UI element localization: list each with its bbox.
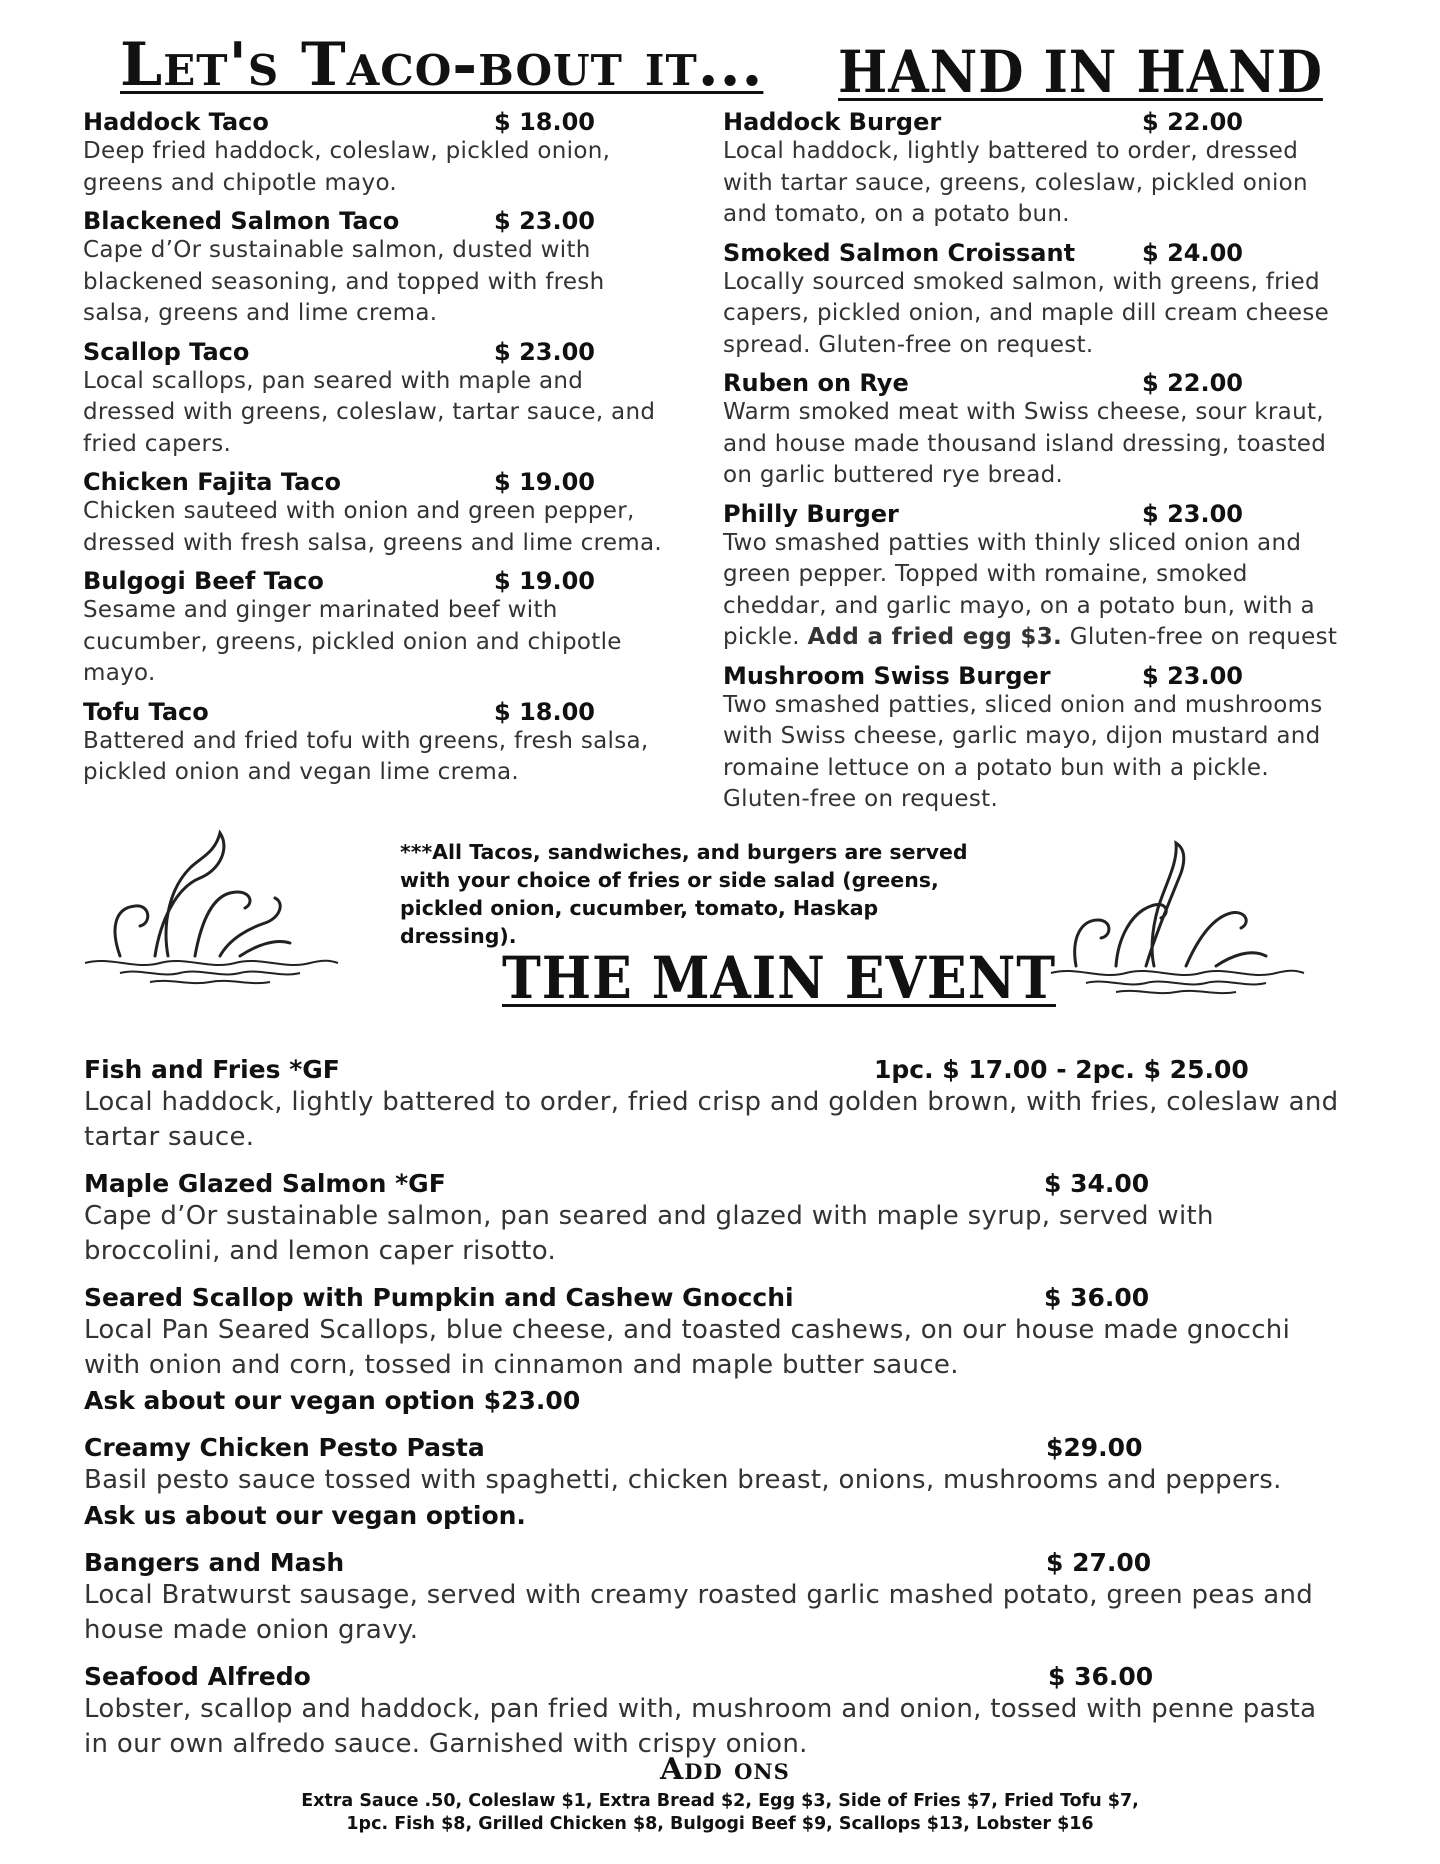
kraken-tentacles-icon bbox=[80, 828, 340, 988]
item-price: $ 23.00 bbox=[1142, 661, 1243, 690]
item-description bbox=[723, 528, 1343, 654]
item-name: Fish and Fries *GF bbox=[84, 1055, 340, 1084]
vegan-option-note: Ask about our vegan option $23.00 bbox=[84, 1386, 581, 1415]
menu-item bbox=[83, 567, 673, 690]
hand-in-hand-section-title: HAND IN HAND bbox=[838, 38, 1323, 106]
vegan-option-note: Ask us about our vegan option. bbox=[84, 1501, 526, 1530]
item-price: $ 19.00 bbox=[494, 468, 595, 496]
item-name: Haddock Burger bbox=[723, 108, 942, 136]
item-price: $ 36.00 bbox=[1044, 1283, 1150, 1312]
menu-item bbox=[83, 468, 673, 559]
tacos-section-title: Let's Taco-bout it... bbox=[120, 30, 764, 100]
item-name: Bulgogi Beef Taco bbox=[83, 567, 324, 595]
item-name: Chicken Fajita Taco bbox=[83, 468, 342, 496]
kraken-tentacles-icon bbox=[1046, 838, 1306, 998]
menu-item bbox=[84, 1283, 1344, 1419]
add-ons-line: 1pc. Fish $8, Grilled Chicken $8, Bulgogi Beef $9, Scallops $13, Lobster $16 bbox=[346, 1814, 1094, 1834]
item-price: $29.00 bbox=[1046, 1433, 1143, 1462]
item-name: Mushroom Swiss Burger bbox=[723, 661, 1051, 690]
item-price: $ 18.00 bbox=[494, 697, 595, 726]
add-ons-title: Add ons bbox=[660, 1752, 790, 1787]
menu-item bbox=[83, 108, 673, 199]
item-description: Deep fried haddock, coleslaw, pickled onion, greens and chipotle mayo. bbox=[83, 138, 611, 196]
menu-item bbox=[84, 1169, 1344, 1269]
add-ons-list bbox=[240, 1790, 1200, 1836]
item-description: Lobster, scallop and haddock, pan fried with, mushroom and onion, tossed with penne pasta in our own alfredo sauce. Garnished with crispy onion. bbox=[84, 1694, 1317, 1759]
item-description: Local haddock, lightly battered to order, fried crisp and golden brown, with fries, coleslaw and tartar sauce. bbox=[84, 1087, 1339, 1152]
item-name: Creamy Chicken Pesto Pasta bbox=[84, 1433, 485, 1462]
tacos-menu-list bbox=[83, 108, 673, 797]
served-with-note: ***All Tacos, sandwiches, and burgers are served with your choice of fries or side salad (greens, pickled onion, cucumber, tomato, Haskap dressing). bbox=[400, 840, 968, 948]
menu-item bbox=[723, 500, 1343, 654]
item-price: $ 23.00 bbox=[494, 337, 595, 366]
item-name: Bangers and Mash bbox=[84, 1548, 345, 1577]
item-description: Warm smoked meat with Swiss cheese, sour kraut, and house made thousand island dressing, toasted on garlic buttered rye bread. bbox=[723, 399, 1327, 488]
menu-item bbox=[83, 207, 673, 330]
item-description: Cape d’Or sustainable salmon, dusted with blackened seasoning, and topped with fresh salsa, greens and lime crema. bbox=[83, 237, 605, 326]
menu-item bbox=[83, 698, 673, 789]
item-price: $ 18.00 bbox=[494, 108, 595, 136]
item-name: Philly Burger bbox=[723, 499, 899, 528]
menu-item bbox=[84, 1548, 1344, 1648]
item-description: Two smashed patties, sliced onion and mushrooms with Swiss cheese, garlic mayo, dijon mustard and romaine lettuce on a potato bun with a pickle. Gluten-free on request. bbox=[723, 691, 1323, 812]
item-description: Battered and fried tofu with greens, fresh salsa, pickled onion and vegan lime crema. bbox=[83, 727, 649, 785]
item-price: $ 19.00 bbox=[494, 567, 595, 595]
menu-item bbox=[83, 338, 673, 461]
item-gluten-note: Gluten-free on request bbox=[1069, 624, 1338, 650]
menu-item bbox=[723, 662, 1343, 816]
item-description-text: Two smashed patties with thinly sliced onion and green pepper. Topped with romaine, smoked cheddar, and garlic mayo, on a potato bun, with a pickle. bbox=[723, 529, 1315, 650]
main-event-section-title: THE MAIN EVENT bbox=[502, 944, 1056, 1012]
item-description: Sesame and ginger marinated beef with cucumber, greens, pickled onion and chipotle mayo. bbox=[83, 597, 622, 686]
item-price: $ 22.00 bbox=[1142, 369, 1243, 397]
menu-item bbox=[723, 369, 1343, 492]
item-description: Local Bratwurst sausage, served with creamy roasted garlic mashed potato, green peas and house made onion gravy. bbox=[84, 1580, 1314, 1645]
item-price: $ 24.00 bbox=[1142, 238, 1243, 267]
menu-item bbox=[84, 1662, 1344, 1762]
item-description: Local haddock, lightly battered to order, dressed with tartar sauce, greens, coleslaw, pickled onion and tomato, on a potato bun. bbox=[723, 138, 1308, 227]
item-name: Seafood Alfredo bbox=[84, 1662, 311, 1691]
menu-item bbox=[84, 1055, 1344, 1155]
item-price: $ 22.00 bbox=[1142, 108, 1243, 136]
add-ons-line: Extra Sauce .50, Coleslaw $1, Extra Bread $2, Egg $3, Side of Fries $7, Fried Tofu $7, bbox=[301, 1791, 1139, 1811]
item-description: Cape d’Or sustainable salmon, pan seared and glazed with maple syrup, served with broccolini, and lemon caper risotto. bbox=[84, 1201, 1214, 1266]
item-name: Scallop Taco bbox=[83, 337, 250, 366]
hand-in-hand-menu-list bbox=[723, 108, 1343, 824]
item-description: Local scallops, pan seared with maple and dressed with greens, coleslaw, tartar sauce, and fried capers. bbox=[83, 367, 656, 457]
item-price: $ 36.00 bbox=[1048, 1662, 1154, 1691]
item-name: Seared Scallop with Pumpkin and Cashew Gnocchi bbox=[84, 1283, 794, 1312]
item-name: Haddock Taco bbox=[83, 108, 269, 136]
item-name: Blackened Salmon Taco bbox=[83, 207, 400, 235]
item-description: Local Pan Seared Scallops, blue cheese, and toasted cashews, on our house made gnocchi with onion and corn, tossed in cinnamon and maple butter sauce. bbox=[84, 1315, 1291, 1380]
item-addon-note: Add a fried egg $3. bbox=[807, 624, 1063, 650]
item-name: Ruben on Rye bbox=[723, 369, 909, 397]
item-price: $ 34.00 bbox=[1044, 1169, 1150, 1198]
item-description: Chicken sauteed with onion and green pepper, dressed with fresh salsa, greens and lime crema. bbox=[83, 498, 662, 556]
item-name: Tofu Taco bbox=[83, 697, 209, 726]
menu-item bbox=[84, 1433, 1344, 1534]
item-name: Smoked Salmon Croissant bbox=[723, 238, 1076, 267]
main-event-menu-list bbox=[84, 1055, 1344, 1776]
menu-item bbox=[723, 239, 1343, 362]
item-price: 1pc. $ 17.00 - 2pc. $ 25.00 bbox=[874, 1055, 1249, 1084]
item-price: $ 23.00 bbox=[1142, 499, 1243, 528]
item-description: Basil pesto sauce tossed with spaghetti, chicken breast, onions, mushrooms and peppers. bbox=[84, 1465, 1282, 1495]
menu-item bbox=[723, 108, 1343, 231]
item-description: Locally sourced smoked salmon, with greens, fried capers, pickled onion, and maple dill cream cheese spread. Gluten-free on request. bbox=[723, 268, 1330, 358]
item-price: $ 23.00 bbox=[494, 207, 595, 235]
item-price: $ 27.00 bbox=[1046, 1548, 1152, 1577]
item-name: Maple Glazed Salmon *GF bbox=[84, 1169, 446, 1198]
